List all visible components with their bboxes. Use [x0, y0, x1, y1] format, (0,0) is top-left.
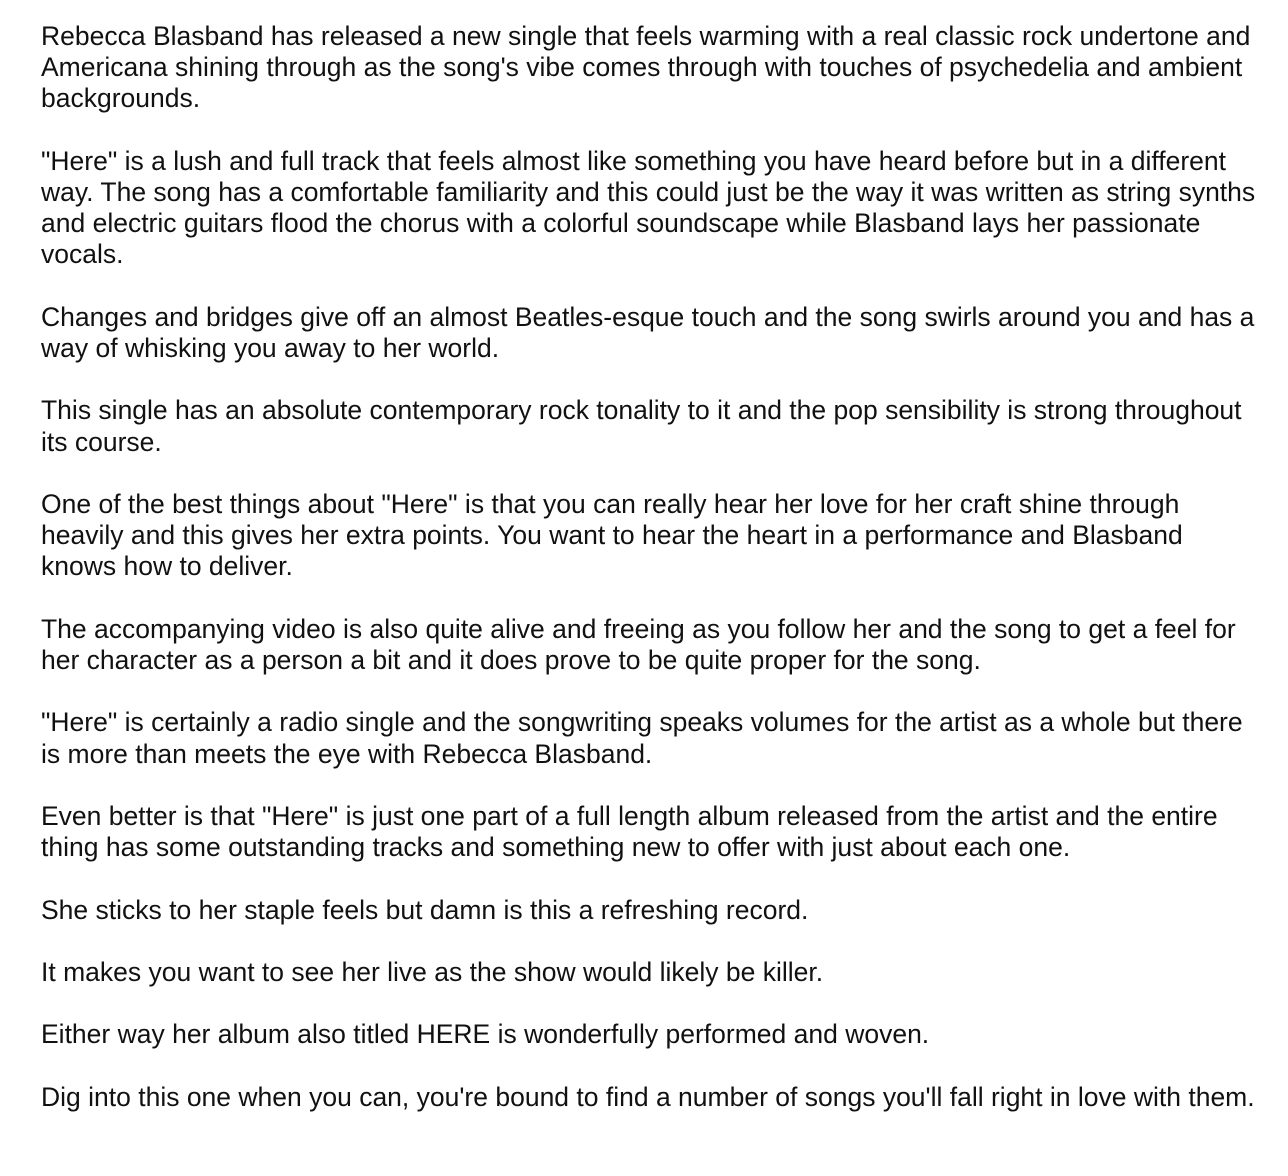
article-paragraph: Changes and bridges give off an almost Beatles-esque touch and the song swirls around you and has a way of whisking you away to her world.	[41, 301, 1255, 363]
article-paragraph: The accompanying video is also quite alive and freeing as you follow her and the song to get a feel for her character as a person a bit and it does prove to be quite proper for the song.	[41, 613, 1236, 675]
article-paragraph: This single has an absolute contemporary rock tonality to it and the pop sensibility is strong throughout its course.	[41, 395, 1242, 457]
article-paragraph: Even better is that "Here" is just one part of a full length album released from the artist and the entire thing has some outstanding tracks and something new to offer with just about each one.	[41, 800, 1218, 863]
article-paragraph: One of the best things about "Here" is that you can really hear her love for her craft shine through heavily and this gives her extra points. You want to hear the heart in a performance and Blasband knows how to deliver.	[41, 488, 1183, 582]
article-paragraph: "Here" is certainly a radio single and the songwriting speaks volumes for the artist as a whole but there is more than meets the eye with Rebecca Blasband.	[41, 707, 1243, 769]
article-paragraph: Dig into this one when you can, you're bound to find a number of songs you'll fall right in love with them.	[41, 1081, 1255, 1112]
article-paragraph: "Here" is a lush and full track that feels almost like something you have heard before but in a different way. The song has a comfortable familiarity and this could just be the way it was written as string synths and electric guitars flood the chorus with a colorful soundscape while Blasband lays her passionate vocals.	[41, 145, 1256, 270]
article-body	[41, 21, 1261, 1113]
article-paragraph: Rebecca Blasband has released a new single that feels warming with a real classic rock undertone and Americana shining through as the song's vibe comes through with touches of psychedelia and ambient backgrounds.	[41, 21, 1251, 114]
article-paragraph: Either way her album also titled HERE is wonderfully performed and woven.	[41, 1019, 930, 1050]
article-paragraph: It makes you want to see her live as the show would likely be killer.	[41, 956, 824, 987]
article-paragraph: She sticks to her staple feels but damn is this a refreshing record.	[41, 894, 809, 925]
